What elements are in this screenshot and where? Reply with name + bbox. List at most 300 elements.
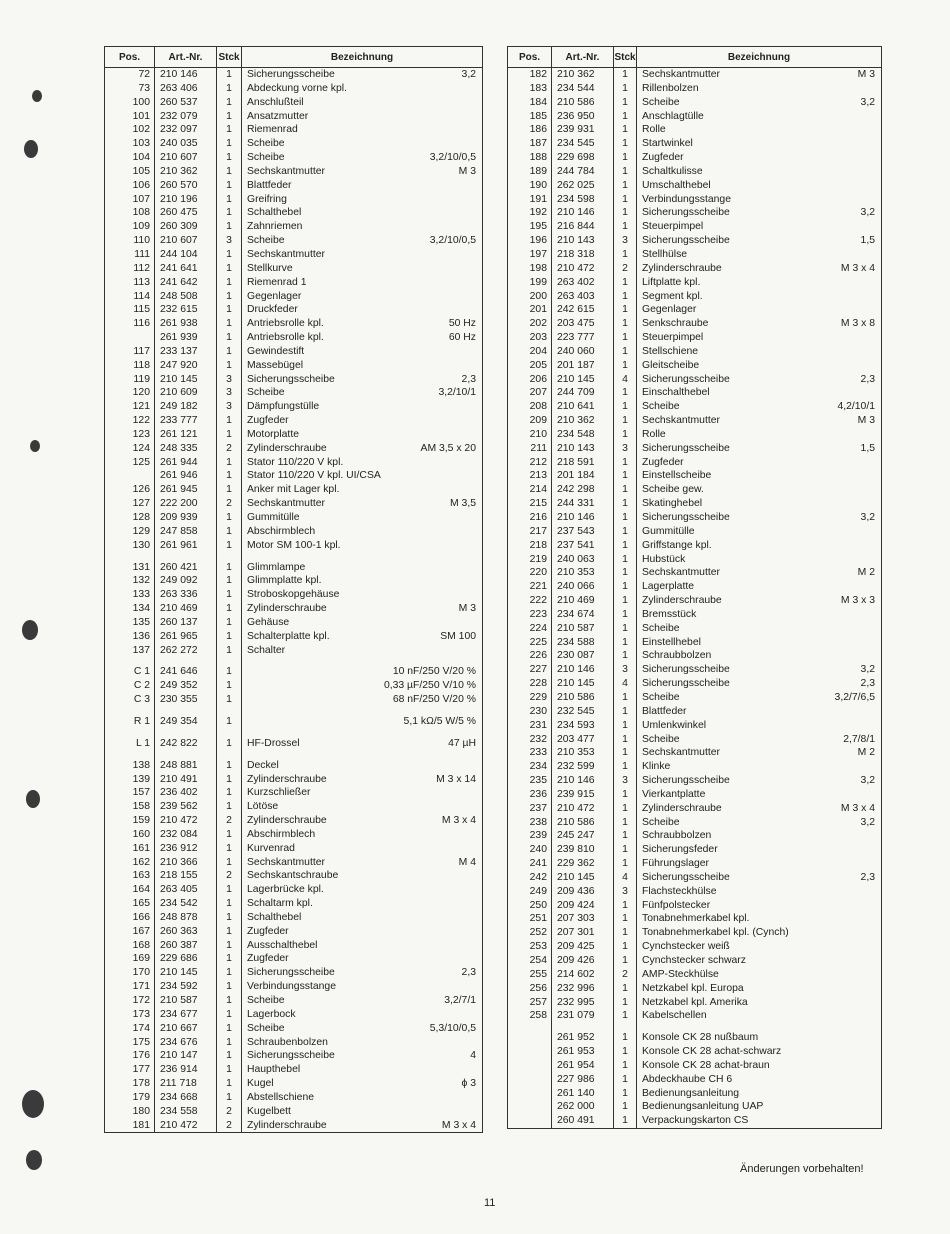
cell-bezeichnung xyxy=(637,151,882,165)
cell-art-nr: 210 491 xyxy=(155,773,217,787)
spacer-cell xyxy=(242,707,483,715)
part-description: Konsole CK 28 achat-braun xyxy=(642,1059,770,1071)
cell-pos xyxy=(508,1059,552,1073)
cell-stck: 3 xyxy=(217,386,242,400)
table-row xyxy=(508,151,882,165)
part-description: Rillenbolzen xyxy=(642,82,699,94)
cell-pos: 192 xyxy=(508,206,552,220)
table-row xyxy=(105,137,483,151)
cell-stck: 1 xyxy=(614,151,637,165)
table-row xyxy=(508,705,882,719)
cell-art-nr: 227 986 xyxy=(552,1073,614,1087)
table-row xyxy=(105,644,483,658)
table-row xyxy=(508,456,882,470)
part-spec: 4,2/10/1 xyxy=(837,401,875,413)
cell-pos: 123 xyxy=(105,428,155,442)
table-row xyxy=(105,497,483,511)
cell-pos: 164 xyxy=(105,883,155,897)
part-description: Abschirmblech xyxy=(247,525,316,537)
part-spec: M 3,5 xyxy=(450,498,476,510)
cell-art-nr: 234 593 xyxy=(552,719,614,733)
cell-art-nr: 249 182 xyxy=(155,400,217,414)
table-row xyxy=(508,926,882,940)
cell-art-nr: 263 336 xyxy=(155,588,217,602)
table-row xyxy=(508,386,882,400)
cell-art-nr: 241 642 xyxy=(155,276,217,290)
cell-stck: 3 xyxy=(614,234,637,248)
cell-pos: 118 xyxy=(105,359,155,373)
cell-art-nr: 216 844 xyxy=(552,220,614,234)
cell-pos xyxy=(508,1114,552,1128)
cell-pos: C 2 xyxy=(105,679,155,693)
cell-pos: 170 xyxy=(105,966,155,980)
cell-bezeichnung xyxy=(637,1045,882,1059)
part-spec: 4 xyxy=(470,1050,476,1062)
table-row xyxy=(508,871,882,885)
cell-pos: 176 xyxy=(105,1049,155,1063)
cell-art-nr: 210 146 xyxy=(552,511,614,525)
cell-stck: 1 xyxy=(614,400,637,414)
cell-bezeichnung xyxy=(637,912,882,926)
table-row xyxy=(508,580,882,594)
spacer-cell xyxy=(217,729,242,737)
cell-stck: 1 xyxy=(614,1045,637,1059)
cell-art-nr: 234 588 xyxy=(552,636,614,650)
table-row xyxy=(508,110,882,124)
table-row xyxy=(508,137,882,151)
cell-bezeichnung xyxy=(242,925,483,939)
cell-pos: 239 xyxy=(508,829,552,843)
part-description: Zugfeder xyxy=(247,953,289,965)
cell-pos: 253 xyxy=(508,940,552,954)
cell-stck: 1 xyxy=(614,414,637,428)
cell-pos: 198 xyxy=(508,262,552,276)
part-description: Druckfeder xyxy=(247,304,298,316)
cell-art-nr: 260 421 xyxy=(155,561,217,575)
part-description: Sicherungsscheibe xyxy=(247,967,335,979)
cell-bezeichnung xyxy=(637,511,882,525)
table-row xyxy=(508,594,882,608)
cell-pos: 100 xyxy=(105,96,155,110)
part-spec: 3,2 xyxy=(860,775,875,787)
part-description: Anschlußteil xyxy=(247,96,304,108)
cell-stck: 1 xyxy=(217,290,242,304)
cell-stck: 1 xyxy=(614,511,637,525)
table-row xyxy=(105,737,483,751)
cell-pos: 229 xyxy=(508,691,552,705)
table-row xyxy=(508,733,882,747)
cell-art-nr: 262 025 xyxy=(552,179,614,193)
cell-stck: 1 xyxy=(217,665,242,679)
cell-stck: 1 xyxy=(614,899,637,913)
cell-stck: 3 xyxy=(614,663,637,677)
cell-stck: 2 xyxy=(217,869,242,883)
part-spec: M 3 x 4 xyxy=(441,815,476,827)
cell-pos: 182 xyxy=(508,68,552,82)
footer-note: Änderungen vorbehalten! xyxy=(740,1163,864,1175)
cell-pos: 128 xyxy=(105,511,155,525)
part-description: Netzkabel kpl. Amerika xyxy=(642,996,748,1008)
table-row xyxy=(105,193,483,207)
cell-pos: 129 xyxy=(105,525,155,539)
cell-art-nr: 210 146 xyxy=(552,206,614,220)
part-description: AMP-Steckhülse xyxy=(642,968,719,980)
part-description: Segment kpl. xyxy=(642,290,703,302)
part-description: 68 nF/250 V/20 % xyxy=(392,694,476,706)
part-description: Blattfeder xyxy=(642,705,687,717)
cell-stck: 1 xyxy=(614,137,637,151)
cell-art-nr: 234 548 xyxy=(552,428,614,442)
part-spec: 50 Hz xyxy=(448,318,476,330)
table-row xyxy=(508,553,882,567)
cell-bezeichnung xyxy=(242,96,483,110)
table-row xyxy=(508,912,882,926)
cell-stck: 1 xyxy=(614,359,637,373)
cell-pos: 222 xyxy=(508,594,552,608)
cell-art-nr: 248 335 xyxy=(155,442,217,456)
cell-pos: 228 xyxy=(508,677,552,691)
part-description: Sicherungsscheibe xyxy=(642,373,730,385)
cell-art-nr: 210 469 xyxy=(552,594,614,608)
spacer-cell xyxy=(637,1023,882,1031)
cell-bezeichnung xyxy=(637,234,882,248)
table-row xyxy=(508,1031,882,1045)
cell-bezeichnung xyxy=(637,386,882,400)
binder-hole xyxy=(24,140,38,158)
cell-stck: 1 xyxy=(217,715,242,729)
part-spec: 3,2 xyxy=(461,69,476,80)
cell-art-nr: 261 939 xyxy=(155,331,217,345)
cell-stck: 1 xyxy=(614,788,637,802)
cell-art-nr: 261 946 xyxy=(155,469,217,483)
table-row xyxy=(105,262,483,276)
table-row xyxy=(105,897,483,911)
part-description: Schalthebel xyxy=(247,911,302,923)
cell-art-nr: 263 402 xyxy=(552,276,614,290)
table-row xyxy=(508,206,882,220)
table-row xyxy=(508,857,882,871)
cell-pos: 225 xyxy=(508,636,552,650)
cell-bezeichnung xyxy=(242,193,483,207)
part-description: Sicherungsscheibe xyxy=(642,442,730,454)
binder-hole xyxy=(22,620,38,640)
cell-stck: 1 xyxy=(614,303,637,317)
part-description: Zugfeder xyxy=(642,152,684,164)
spacer-row xyxy=(105,553,483,561)
table-row xyxy=(508,82,882,96)
table-row xyxy=(508,622,882,636)
cell-stck: 1 xyxy=(614,82,637,96)
cell-art-nr: 210 143 xyxy=(552,234,614,248)
cell-bezeichnung xyxy=(242,939,483,953)
cell-art-nr: 263 403 xyxy=(552,290,614,304)
cell-bezeichnung xyxy=(637,677,882,691)
cell-pos: 160 xyxy=(105,828,155,842)
cell-bezeichnung xyxy=(242,588,483,602)
part-description: Einstellhebel xyxy=(642,636,701,648)
spacer-cell xyxy=(217,657,242,665)
cell-pos: 254 xyxy=(508,954,552,968)
part-spec: M 2 xyxy=(857,567,875,579)
cell-art-nr: 210 145 xyxy=(552,677,614,691)
table-row xyxy=(105,386,483,400)
cell-pos: 183 xyxy=(508,82,552,96)
table-row xyxy=(105,966,483,980)
cell-bezeichnung xyxy=(637,179,882,193)
cell-art-nr: 210 143 xyxy=(552,442,614,456)
cell-bezeichnung xyxy=(637,954,882,968)
cell-stck: 4 xyxy=(614,677,637,691)
cell-bezeichnung xyxy=(242,693,483,707)
cell-stck: 1 xyxy=(217,303,242,317)
part-description: Tonabnehmerkabel kpl. (Cynch) xyxy=(642,927,789,939)
cell-bezeichnung xyxy=(637,290,882,304)
table-row xyxy=(508,1087,882,1101)
cell-art-nr: 210 469 xyxy=(155,602,217,616)
cell-pos: 134 xyxy=(105,602,155,616)
table-row xyxy=(105,616,483,630)
cell-stck: 1 xyxy=(217,737,242,751)
part-spec: 3,2/10/0,5 xyxy=(429,235,476,247)
cell-pos: 258 xyxy=(508,1009,552,1023)
cell-pos: 201 xyxy=(508,303,552,317)
cell-bezeichnung xyxy=(242,644,483,658)
cell-stck: 1 xyxy=(614,123,637,137)
cell-bezeichnung xyxy=(637,1059,882,1073)
cell-bezeichnung xyxy=(242,602,483,616)
cell-stck: 1 xyxy=(217,644,242,658)
part-description: Greifring xyxy=(247,193,287,205)
cell-art-nr: 210 472 xyxy=(552,802,614,816)
cell-stck: 1 xyxy=(217,456,242,470)
part-description: Schraubbolzen xyxy=(642,830,712,842)
cell-pos: 203 xyxy=(508,331,552,345)
cell-stck: 1 xyxy=(217,616,242,630)
cell-bezeichnung xyxy=(637,829,882,843)
cell-art-nr: 236 912 xyxy=(155,842,217,856)
cell-pos: 187 xyxy=(508,137,552,151)
cell-pos: 209 xyxy=(508,414,552,428)
cell-stck: 1 xyxy=(217,1022,242,1036)
cell-art-nr: 242 298 xyxy=(552,483,614,497)
cell-bezeichnung xyxy=(242,1091,483,1105)
table-row xyxy=(105,110,483,124)
part-description: Blattfeder xyxy=(247,179,292,191)
cell-bezeichnung xyxy=(242,759,483,773)
table-row xyxy=(105,1063,483,1077)
cell-bezeichnung xyxy=(242,737,483,751)
table-row xyxy=(508,220,882,234)
part-description: Bedienungsanleitung UAP xyxy=(642,1101,764,1113)
table-row xyxy=(105,800,483,814)
cell-art-nr: 210 196 xyxy=(155,193,217,207)
part-description: Motor SM 100-1 kpl. xyxy=(247,539,341,551)
cell-stck: 1 xyxy=(217,828,242,842)
table-header-row xyxy=(105,47,483,68)
cell-art-nr: 260 537 xyxy=(155,96,217,110)
cell-stck: 1 xyxy=(614,733,637,747)
table-row xyxy=(105,442,483,456)
cell-bezeichnung xyxy=(242,539,483,553)
cell-art-nr: 232 615 xyxy=(155,303,217,317)
part-description: Deckel xyxy=(247,759,279,771)
cell-stck: 1 xyxy=(217,856,242,870)
part-description: Sicherungsscheibe xyxy=(642,664,730,676)
part-description: Scheibe xyxy=(247,235,285,247)
part-description: Scheibe gew. xyxy=(642,484,704,496)
cell-bezeichnung xyxy=(242,290,483,304)
table-row xyxy=(508,636,882,650)
cell-art-nr: 260 475 xyxy=(155,206,217,220)
cell-stck: 1 xyxy=(614,193,637,207)
cell-stck: 1 xyxy=(217,110,242,124)
table-row xyxy=(508,539,882,553)
part-description: Scheibe xyxy=(247,387,285,399)
part-description: Zylinderschraube xyxy=(642,802,722,814)
cell-art-nr: 210 472 xyxy=(155,1119,217,1133)
cell-stck: 1 xyxy=(217,511,242,525)
cell-pos: 238 xyxy=(508,816,552,830)
cell-bezeichnung xyxy=(242,665,483,679)
cell-stck: 1 xyxy=(614,165,637,179)
cell-pos: 110 xyxy=(105,234,155,248)
table-row xyxy=(105,303,483,317)
part-description: Sechskantmutter xyxy=(642,69,720,80)
cell-bezeichnung xyxy=(637,359,882,373)
cell-art-nr: 232 545 xyxy=(552,705,614,719)
cell-bezeichnung xyxy=(242,883,483,897)
cell-art-nr: 263 405 xyxy=(155,883,217,897)
cell-bezeichnung xyxy=(242,679,483,693)
part-description: Fünfpolstecker xyxy=(642,899,711,911)
part-description: Sicherungsscheibe xyxy=(642,871,730,883)
part-spec: M 3 x 14 xyxy=(436,773,476,785)
cell-stck: 1 xyxy=(217,359,242,373)
table-row xyxy=(508,1114,882,1128)
part-description: Schalterplatte kpl. xyxy=(247,630,330,642)
cell-pos: 235 xyxy=(508,774,552,788)
table-row xyxy=(105,317,483,331)
cell-stck: 1 xyxy=(217,842,242,856)
cell-pos: 174 xyxy=(105,1022,155,1036)
table-row xyxy=(508,497,882,511)
cell-bezeichnung xyxy=(637,553,882,567)
table-row xyxy=(508,511,882,525)
table-row xyxy=(105,400,483,414)
part-description: Stellkurve xyxy=(247,262,293,274)
cell-art-nr: 260 363 xyxy=(155,925,217,939)
cell-bezeichnung xyxy=(637,483,882,497)
part-description: Senkschraube xyxy=(642,318,709,330)
cell-bezeichnung xyxy=(242,276,483,290)
cell-stck: 1 xyxy=(614,110,637,124)
cell-bezeichnung xyxy=(242,630,483,644)
cell-art-nr: 232 084 xyxy=(155,828,217,842)
part-description: Vierkantplatte xyxy=(642,788,706,800)
part-description: Abschirmblech xyxy=(247,828,316,840)
cell-art-nr: 222 200 xyxy=(155,497,217,511)
header-pos: Pos. xyxy=(105,47,155,68)
cell-art-nr: 249 352 xyxy=(155,679,217,693)
cell-stck: 1 xyxy=(614,594,637,608)
cell-bezeichnung xyxy=(637,1009,882,1023)
part-description: Sicherungsscheibe xyxy=(642,512,730,523)
cell-art-nr: 244 709 xyxy=(552,386,614,400)
cell-bezeichnung xyxy=(242,800,483,814)
cell-pos: 221 xyxy=(508,580,552,594)
part-description: Zahnriemen xyxy=(247,221,303,233)
cell-bezeichnung xyxy=(637,539,882,553)
part-description: Scheibe xyxy=(247,995,285,1006)
table-row xyxy=(105,574,483,588)
cell-stck: 1 xyxy=(614,68,637,82)
cell-bezeichnung xyxy=(242,574,483,588)
cell-art-nr: 245 247 xyxy=(552,829,614,843)
spacer-cell xyxy=(105,657,155,665)
cell-stck: 1 xyxy=(614,996,637,1010)
cell-bezeichnung xyxy=(242,137,483,151)
cell-pos: 103 xyxy=(105,137,155,151)
part-spec: 3,2/7/1 xyxy=(444,995,476,1006)
cell-pos: 207 xyxy=(508,386,552,400)
part-description: 10 nF/250 V/20 % xyxy=(392,666,476,678)
table-row xyxy=(105,925,483,939)
part-description: Glimmlampe xyxy=(247,561,306,573)
cell-stck: 1 xyxy=(217,925,242,939)
cell-stck: 1 xyxy=(614,248,637,262)
table-row xyxy=(105,773,483,787)
cell-stck: 1 xyxy=(217,539,242,553)
part-description: Kabelschellen xyxy=(642,1010,707,1022)
table-row xyxy=(105,1091,483,1105)
cell-pos: 179 xyxy=(105,1091,155,1105)
part-description: Hubstück xyxy=(642,553,686,565)
table-row xyxy=(105,1022,483,1036)
cell-bezeichnung xyxy=(637,705,882,719)
cell-art-nr: 261 938 xyxy=(155,317,217,331)
table-row xyxy=(105,1049,483,1063)
cell-stck: 1 xyxy=(217,1008,242,1022)
cell-art-nr: 223 777 xyxy=(552,331,614,345)
cell-stck: 1 xyxy=(614,276,637,290)
cell-bezeichnung xyxy=(242,345,483,359)
cell-bezeichnung xyxy=(242,123,483,137)
cell-pos: 236 xyxy=(508,788,552,802)
table-row xyxy=(508,262,882,276)
part-description: Ansatzmutter xyxy=(247,110,309,122)
cell-stck: 1 xyxy=(614,1100,637,1114)
cell-stck: 2 xyxy=(217,1105,242,1119)
part-spec: 47 µH xyxy=(448,737,476,749)
cell-pos: 138 xyxy=(105,759,155,773)
cell-pos: 131 xyxy=(105,561,155,575)
cell-pos: 196 xyxy=(508,234,552,248)
cell-bezeichnung xyxy=(637,123,882,137)
table-row xyxy=(508,968,882,982)
cell-stck: 1 xyxy=(614,940,637,954)
cell-stck: 1 xyxy=(614,553,637,567)
cell-art-nr: 240 060 xyxy=(552,345,614,359)
cell-pos: 204 xyxy=(508,345,552,359)
table-row xyxy=(105,179,483,193)
cell-stck: 1 xyxy=(614,1031,637,1045)
part-description: Sechskantmutter xyxy=(247,498,325,510)
cell-art-nr: 210 362 xyxy=(155,165,217,179)
part-description: Riemenrad 1 xyxy=(247,276,307,288)
table-row xyxy=(105,883,483,897)
table-row xyxy=(105,588,483,602)
table-row xyxy=(508,899,882,913)
